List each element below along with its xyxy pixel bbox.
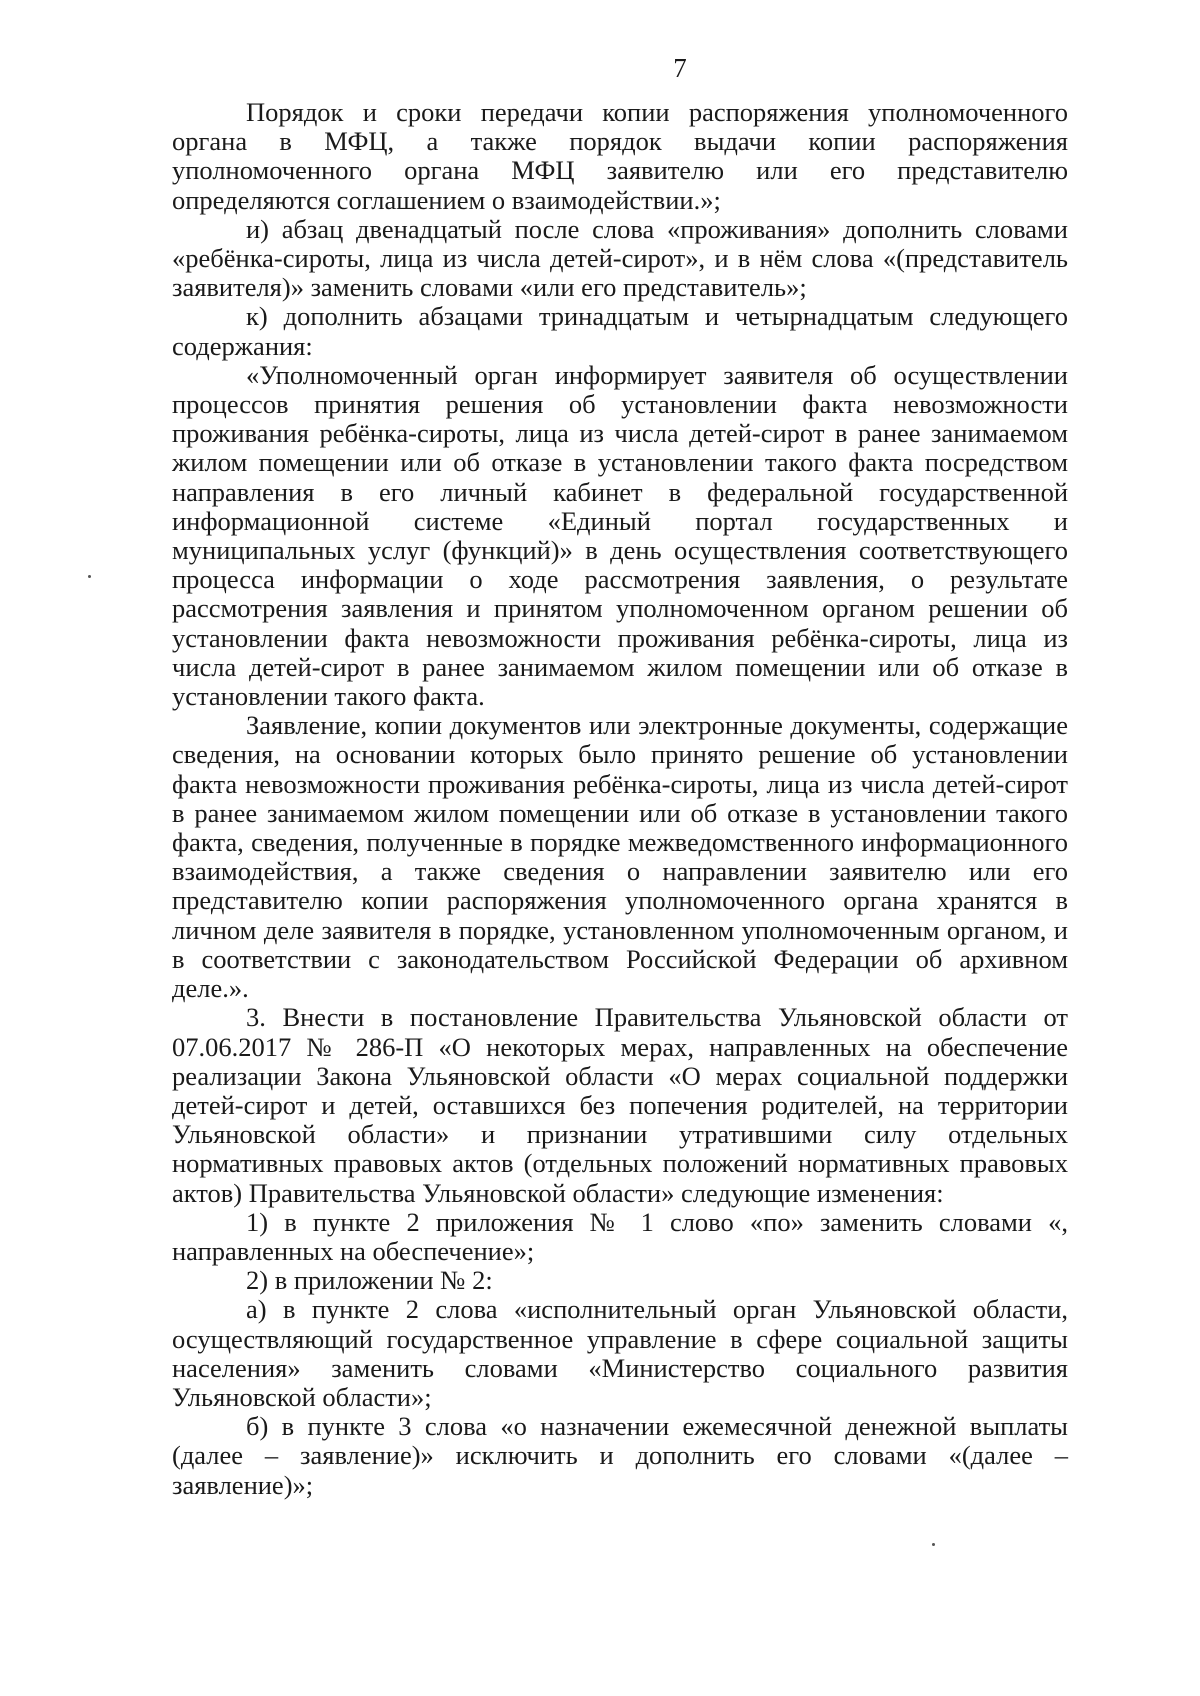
- paragraph-subitem-a: а) в пункте 2 слова «исполнительный орган Ульяновской области, осуществляющий государственное управление в сфере социальной защиты населения» заменить словами «Министерство социального развития Ульяновской области»;: [172, 1294, 1068, 1412]
- page-number: 7: [673, 53, 687, 83]
- scan-speck: [88, 575, 91, 578]
- document-body: [172, 98, 1068, 1500]
- paragraph-transfer-procedure: Порядок и сроки передачи копии распоряжения уполномоченного органа в МФЦ, а также порядок выдачи копии распоряжения уполномоченного органа МФЦ заявителю или его представителю определяются соглашением о взаимодействии.»;: [172, 97, 1068, 215]
- paragraph-subitem-1: 1) в пункте 2 приложения № 1 слово «по» заменить словами «, направленных на обеспечение»;: [172, 1206, 1068, 1266]
- paragraph-quoted-notification: «Уполномоченный орган информирует заявителя об осуществлении процессов принятия решения об установлении факта невозможности проживания ребёнка-сироты, лица из числа детей-сирот в ранее занимаемом жилом помещении или об отказе в установлении такого факта посредством направления в его личный кабинет в федеральной государственной информационной системе «Единый портал государственных и муниципальных услуг (функций)» в день осуществления соответствующего процесса информации о ходе рассмотрения заявления, о результате рассмотрения заявления и принятом уполномоченном органом решении об установлении факта невозможности проживания ребёнка-сироты, лица из числа детей-сирот в ранее занимаемом жилом помещении или об отказе в установлении такого факта.: [172, 359, 1068, 712]
- paragraph-subitem-2: 2) в приложении № 2:: [246, 1265, 493, 1296]
- paragraph-item-i: и) абзац двенадцатый после слова «проживания» дополнить словами «ребёнка-сироты, лица из числа детей-сирот», и в нём слова «(представитель заявителя)» заменить словами «или его представитель»;: [172, 213, 1068, 303]
- scan-speck: [932, 1543, 935, 1546]
- paragraph-item-3: 3. Внести в постановление Правительства Ульяновской области от 07.06.2017 № 286-П «О некоторых мерах, направленных на обеспечение реализации Закона Ульяновской области «О мерах социальной поддержки детей-сирот и детей, оставшихся без попечения родителей, на территории Ульяновской области» и признании утратившими силу отдельных нормативных правовых актов (отдельных положений нормативных правовых актов) Правительства Ульяновской области» следующие изменения:: [172, 1002, 1068, 1208]
- paragraph-quoted-application-storage: Заявление, копии документов или электронные документы, содержащие сведения, на основании которых было принято решение об установлении факта невозможности проживания ребёнка-сироты, лица из числа детей-сирот в ранее занимаемом жилом помещении или об отказе в установлении такого факта, сведения, полученные в порядке межведомственного информационного взаимодействия, а также сведения о направлении заявителю или его представителю копии распоряжения уполномоченного органа хранятся в личном деле заявителя в порядке, установленном уполномоченным органом, и в соответствии с законодательством Российской Федерации об архивном деле.».: [172, 710, 1068, 1004]
- paragraph-item-k: к) дополнить абзацами тринадцатым и четырнадцатым следующего содержания:: [172, 301, 1068, 361]
- paragraph-subitem-b: б) в пункте 3 слова «о назначении ежемесячной денежной выплаты (далее – заявление)» исключить и дополнить его словами «(далее – заявление)»;: [172, 1411, 1068, 1500]
